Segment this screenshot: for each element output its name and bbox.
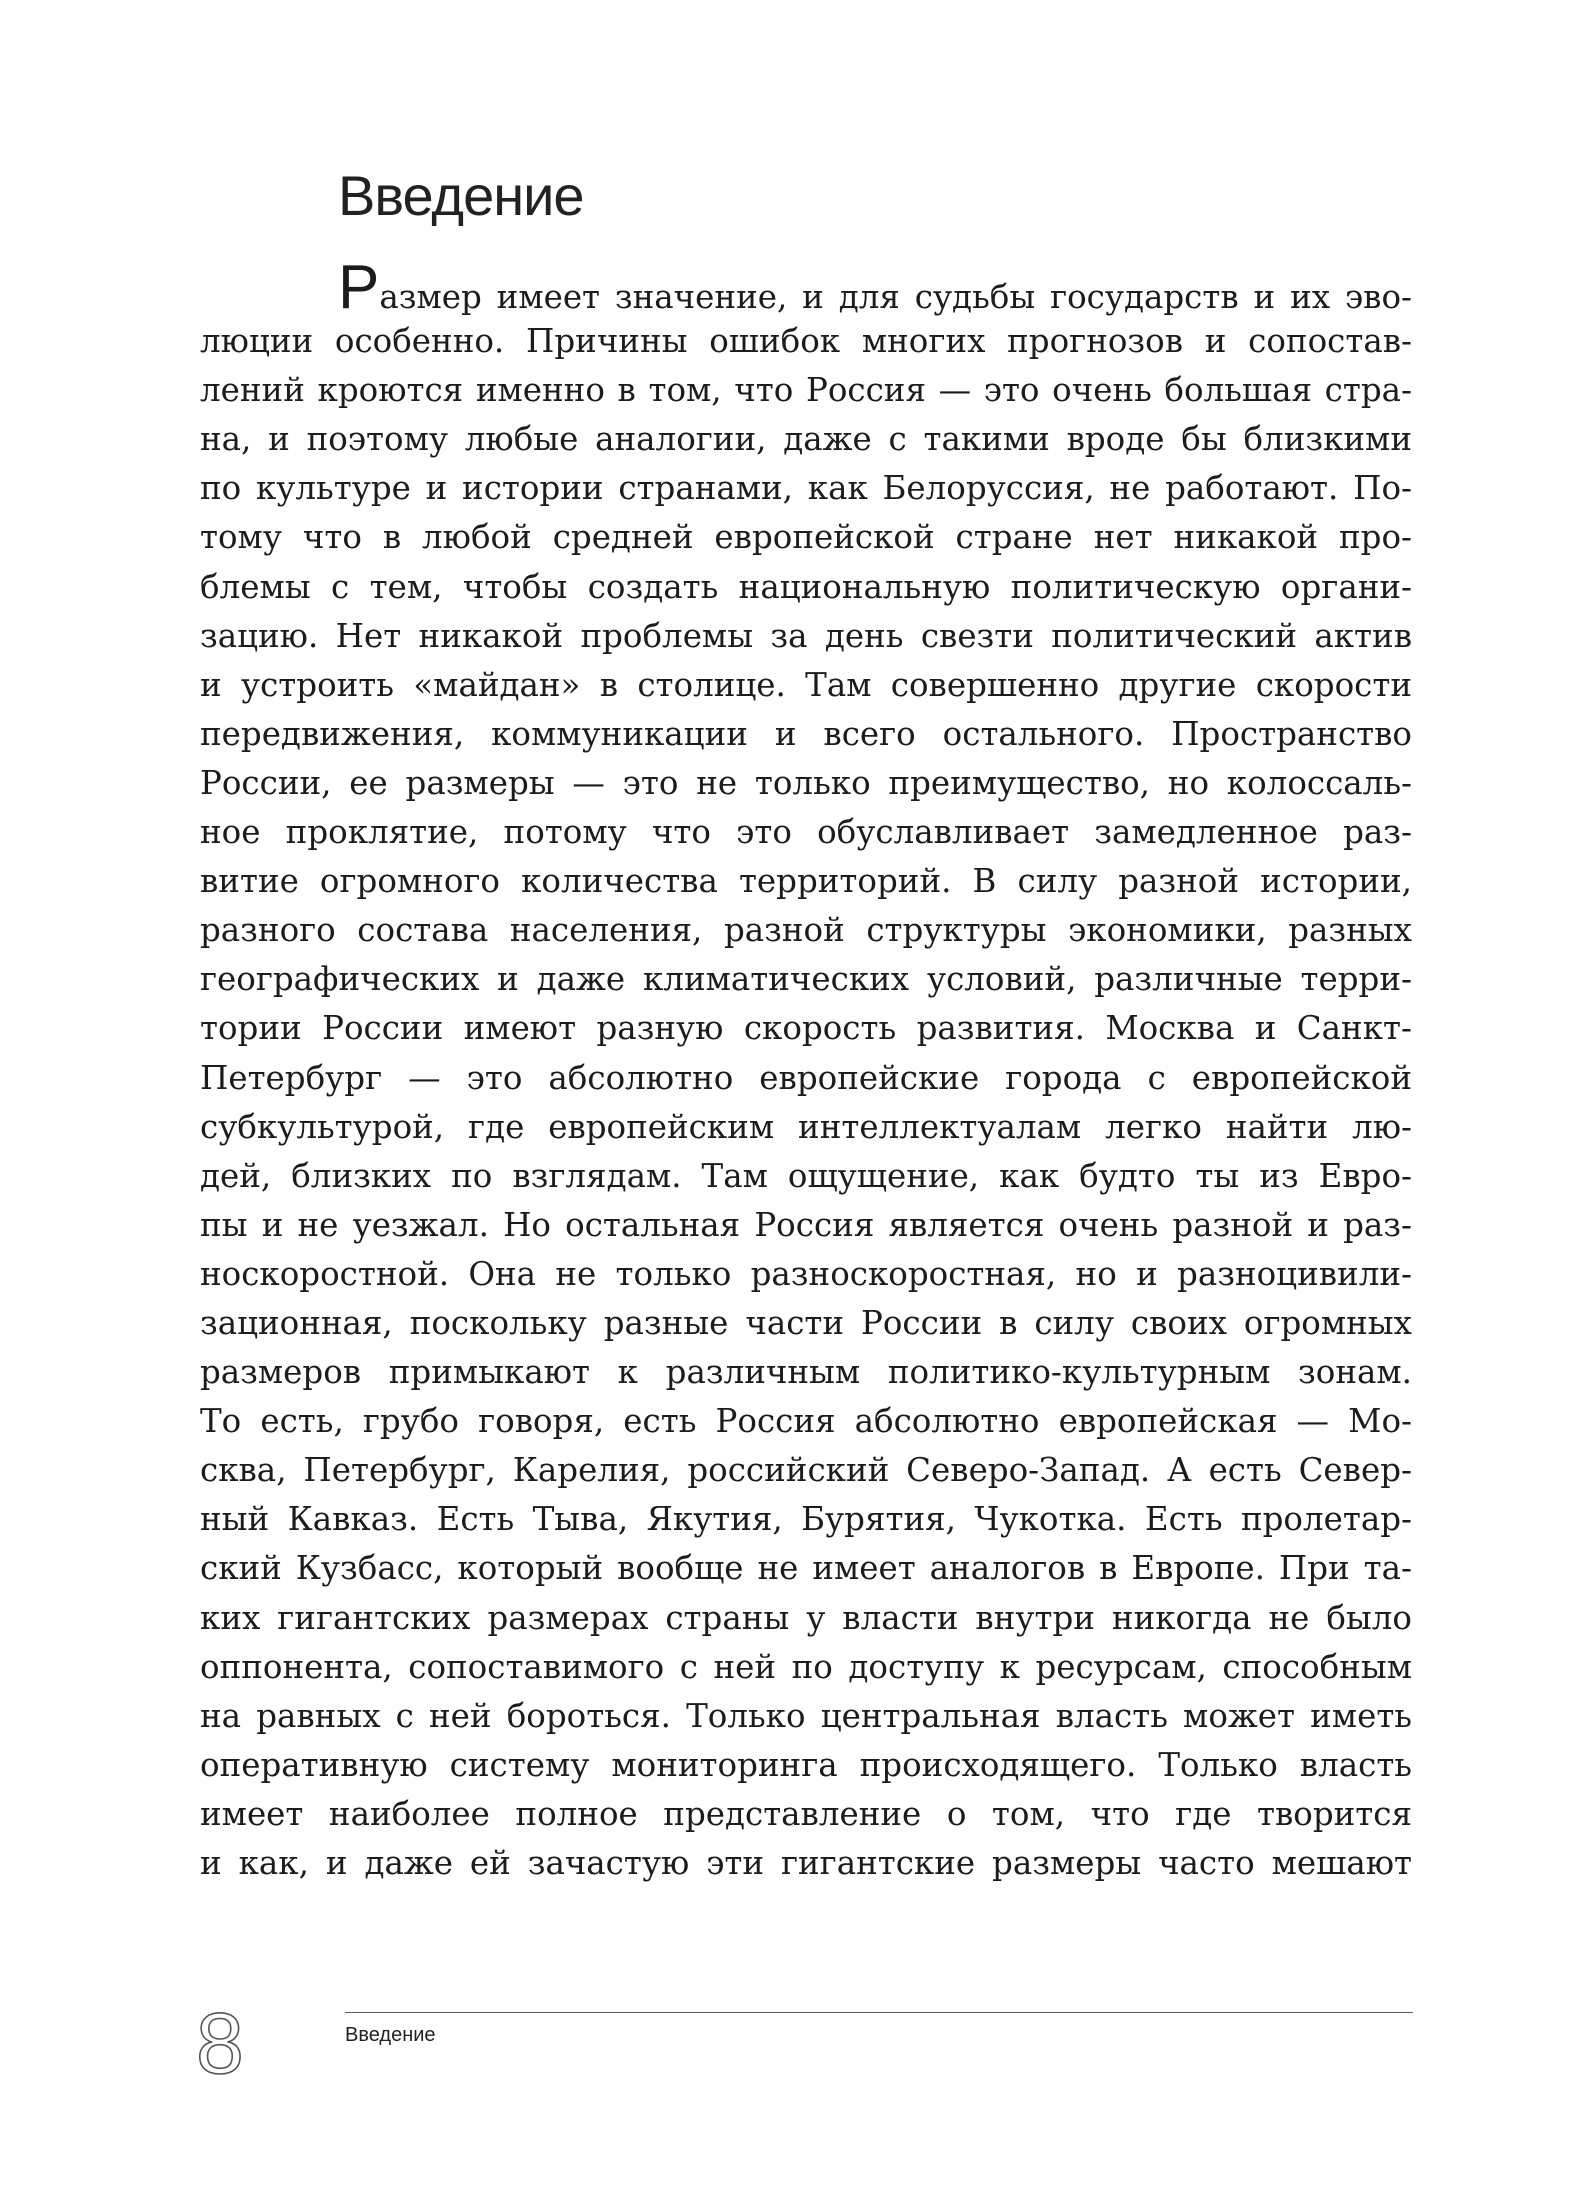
paragraph-line: люции особенно. Причины ошибок многих прогнозов и сопостав- xyxy=(200,322,1412,361)
paragraph-line: дей, близких по взглядам. Там ощущение, как будто ты из Евро- xyxy=(200,1156,1412,1195)
paragraph-line: России, ее размеры — это не только преимущество, но колоссаль- xyxy=(200,763,1412,802)
paragraph-line: носкоростной. Она не только разноскоростная, но и разноцивили- xyxy=(200,1254,1412,1293)
chapter-title: Введение xyxy=(338,164,584,227)
paragraph-line: на, и поэтому любые аналогии, даже с такими вроде бы близкими xyxy=(200,420,1412,459)
paragraph-line: географических и даже климатических условий, различные терри- xyxy=(200,960,1412,999)
first-line-text: азмер имеет значение, и для судьбы государств и их эво- xyxy=(379,278,1412,316)
paragraph-line: по культуре и истории странами, как Белоруссия, не работают. По- xyxy=(200,469,1412,508)
paragraph-line: на равных с ней бороться. Только центральная власть может иметь xyxy=(200,1696,1412,1735)
paragraph-line: размеров примыкают к различным политико-культурным зонам. xyxy=(200,1353,1412,1392)
paragraph-line: ное проклятие, потому что это обуславливает замедленное раз- xyxy=(200,813,1412,852)
paragraph-line: тому что в любой средней европейской стране нет никакой про- xyxy=(200,518,1412,557)
paragraph-line: Петербург — это абсолютно европейские города с европейской xyxy=(200,1058,1412,1097)
paragraph-line: субкультурой, где европейским интеллектуалам легко найти лю- xyxy=(200,1107,1412,1146)
body-paragraph xyxy=(200,253,1412,1888)
paragraph-line: лений кроются именно в том, что Россия — это очень большая стра- xyxy=(200,371,1412,410)
paragraph-line: зацию. Нет никакой проблемы за день свезти политический актив xyxy=(200,616,1412,655)
paragraph-line: витие огромного количества территорий. В силу разной истории, xyxy=(200,862,1412,901)
paragraph-first-line xyxy=(200,253,1412,322)
footer-divider xyxy=(345,2012,1413,2013)
paragraph-line: ких гигантских размерах страны у власти внутри никогда не было xyxy=(200,1598,1412,1637)
drop-cap-letter: Р xyxy=(338,253,380,322)
paragraph-line: разного состава населения, разной структуры экономики, разных xyxy=(200,911,1412,950)
paragraph-line: ный Кавказ. Есть Тыва, Якутия, Бурятия, Чукотка. Есть пролетар- xyxy=(200,1500,1412,1539)
paragraph-line: То есть, грубо говоря, есть Россия абсолютно европейская — Мо- xyxy=(200,1402,1412,1441)
paragraph-line: зационная, поскольку разные части России в силу своих огромных xyxy=(200,1303,1412,1342)
paragraph-line: тории России имеют разную скорость развития. Москва и Санкт- xyxy=(200,1009,1412,1048)
running-header: Введение xyxy=(345,2024,436,2046)
paragraph-line: сква, Петербург, Карелия, российский Северо-Запад. А есть Север- xyxy=(200,1451,1412,1490)
paragraph-line: оперативную систему мониторинга происходящего. Только власть xyxy=(200,1745,1412,1784)
page-number: 8 xyxy=(196,1996,242,2092)
paragraph-line: пы и не уезжал. Но остальная Россия является очень разной и раз- xyxy=(200,1205,1412,1244)
paragraph-line: и как, и даже ей зачастую эти гигантские размеры часто мешают xyxy=(200,1844,1412,1882)
paragraph-line: имеет наиболее полное представление о том, что где творится xyxy=(200,1794,1412,1833)
paragraph-line: и устроить «майдан» в столице. Там совершенно другие скорости xyxy=(200,665,1412,704)
paragraph-line: ский Кузбасс, который вообще не имеет аналогов в Европе. При та- xyxy=(200,1549,1412,1588)
paragraph-line: оппонента, сопоставимого с ней по доступу к ресурсам, способным xyxy=(200,1647,1412,1686)
paragraph-line: блемы с тем, чтобы создать национальную политическую органи- xyxy=(200,567,1412,606)
paragraph-line: передвижения, коммуникации и всего остального. Пространство xyxy=(200,714,1412,753)
